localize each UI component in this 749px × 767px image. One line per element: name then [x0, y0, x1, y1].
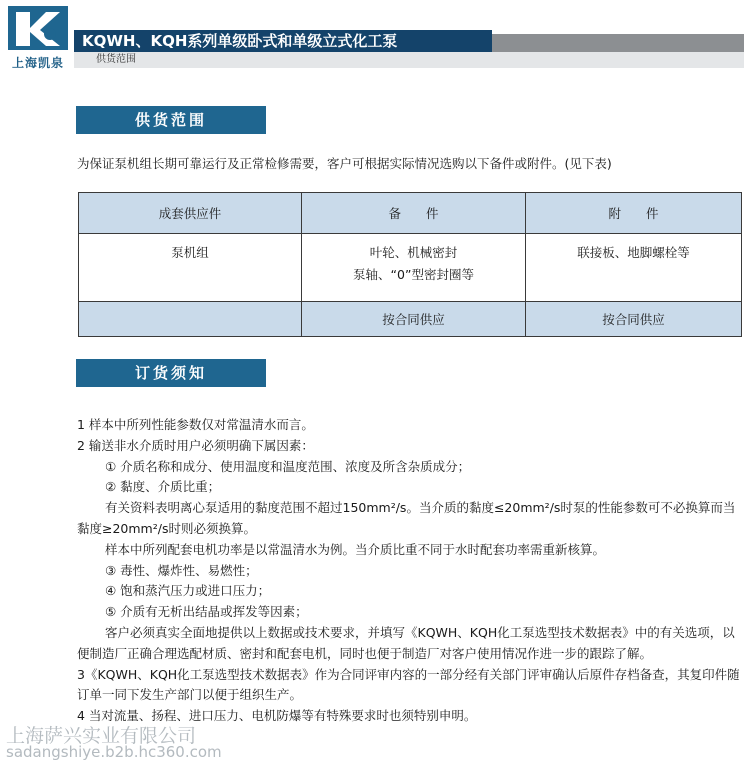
table-row: [79, 234, 742, 302]
table-cell: 按合同供应: [526, 302, 742, 337]
watermark-company: 上海萨兴实业有限公司: [6, 725, 197, 747]
cell-line: 泵轴、“0”型密封圈等: [353, 267, 474, 282]
table-cell: 泵机组: [79, 234, 302, 302]
section-heading-order: 订货须知: [76, 359, 266, 387]
company-logo: [6, 4, 70, 70]
table-cell: [79, 302, 302, 337]
note-line: ① 介质名称和成分、使用温度和温度范围、浓度及所含杂质成分；: [105, 458, 471, 474]
header-cell: 成套供应件: [79, 193, 302, 234]
note-line: ④ 饱和蒸汽压力或进口压力；: [105, 583, 271, 599]
supply-table: [78, 192, 742, 337]
table-row: [79, 302, 742, 337]
page-title: KQWH、KQH系列单级卧式和单级立式化工泵: [74, 30, 492, 52]
table-cell: [302, 234, 526, 302]
table-cell: 按合同供应: [302, 302, 526, 337]
section-heading-supply: 供货范围: [76, 106, 266, 134]
note-paragraph: 样本中所列配套电机功率是以常温清水为例。当介质比重不同于水时配套功率需重新核算。: [105, 541, 606, 557]
note-line: ② 黏度、介质比重；: [105, 479, 221, 495]
note-paragraph: 3《KQWH、KQH化工泵选型技术数据表》作为合同评审内容的一部分经有关部门评审确认后原件存档备查，其复印件随订单一同下发生产部门以便于组织生产。: [77, 666, 740, 703]
note-line: 4 当对流量、扬程、进口压力、电机防爆等有特殊要求时也须特别申明。: [77, 708, 477, 724]
page-subtitle: 供货范围: [74, 52, 744, 68]
watermark-url: sadangshiye.b2b.hc360.com: [6, 743, 222, 761]
header-cell: 备 件: [302, 193, 526, 234]
title-accent-bar: [492, 34, 744, 52]
note-line: ⑤ 介质有无析出结晶或挥发等因素；: [105, 604, 308, 620]
cell-line: 叶轮、机械密封: [369, 245, 458, 260]
supply-intro: 为保证泵机组长期可靠运行及正常检修需要，客户可根据实际情况选购以下备件或附件。(见下表): [77, 156, 612, 171]
note-line: 1 样本中所列性能参数仅对常温清水而言。: [77, 417, 314, 432]
company-name: 上海凯泉: [11, 56, 64, 70]
table-header-row: [79, 193, 742, 234]
order-notes: [77, 415, 747, 727]
note-line: 2 输送非水介质时用户必须明确下属因素：: [77, 437, 314, 453]
note-paragraph: 客户必须真实全面地提供以上数据或技术要求，并填写《KQWH、KQH化工泵选型技术数据表》中的有关选项，以便制造厂正确合理选配材质、密封和配套电机，同时也便于制造厂对客户使用情况作进一步的跟踪了解。: [77, 624, 735, 661]
header-cell: 附 件: [526, 193, 742, 234]
note-line: ③ 毒性、爆炸性、易燃性；: [105, 562, 258, 578]
kq-logo-icon: [6, 4, 70, 52]
note-paragraph: 有关资料表明离心泵适用的黏度范围不超过150mm²/s。当介质的黏度≤20mm²/s时泵的性能参数可不必换算而当黏度≥20mm²/s时则必须换算。: [77, 500, 736, 536]
table-cell: 联接板、地脚螺栓等: [526, 234, 742, 302]
